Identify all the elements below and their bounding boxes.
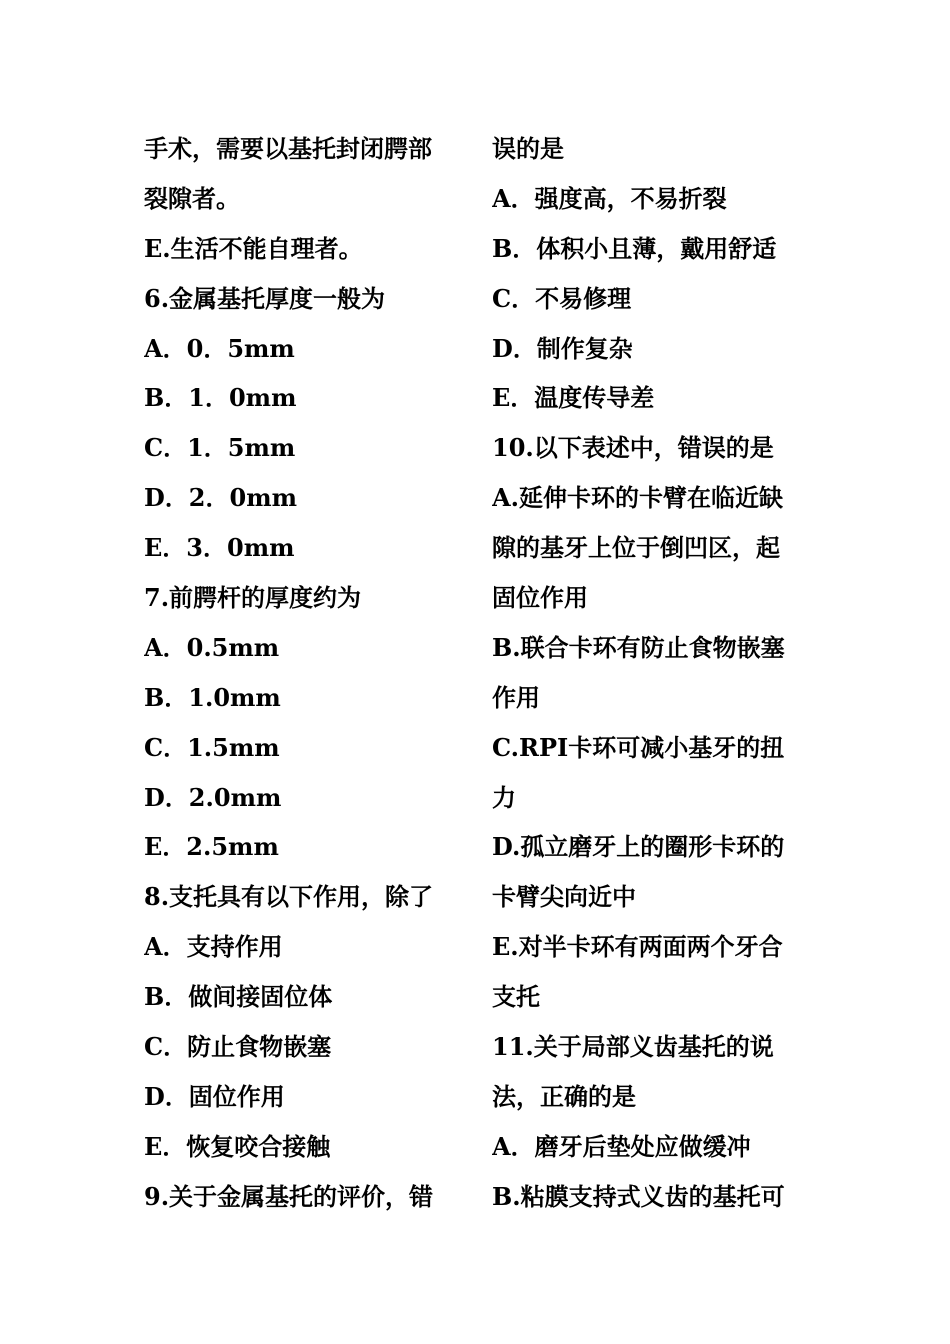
option-line: B.粘膜支持式义齿的基托可 <box>492 1181 785 1211</box>
option-line: C.RPI卡环可减小基牙的扭 <box>492 732 785 762</box>
option-line: D．2．0mm <box>144 483 297 513</box>
option-line: D.孤立磨牙上的圈形卡环的 <box>492 832 785 862</box>
text-line: 卡臂尖向近中 <box>492 882 636 912</box>
option-line: A．0.5mm <box>144 632 280 662</box>
option-line: D．制作复杂 <box>492 333 633 363</box>
question-8: 8.支托具有以下作用，除了 <box>144 882 434 912</box>
option-line: B．1．0mm <box>144 383 297 413</box>
option-line: B．体积小且薄，戴用舒适 <box>492 233 777 263</box>
option-line: A．支持作用 <box>144 932 283 962</box>
option-line: A.延伸卡环的卡臂在临近缺 <box>492 483 783 513</box>
question-6: 6.金属基托厚度一般为 <box>144 283 386 313</box>
text-line: 力 <box>492 782 516 812</box>
option-line: B．1.0mm <box>144 682 281 712</box>
text-line: 误的是 <box>492 134 564 163</box>
text-line: 作用 <box>492 682 540 712</box>
option-line: E．2.5mm <box>144 832 279 862</box>
question-10: 10.以下表述中，错误的是 <box>492 433 774 463</box>
right-column <box>492 124 822 1222</box>
option-line: B.联合卡环有防止食物嵌塞 <box>492 632 785 662</box>
text-line: 手术，需要以基托封闭腭部 <box>144 134 432 163</box>
option-line: C．不易修理 <box>492 283 632 313</box>
option-line: E．温度传导差 <box>492 383 655 413</box>
option-line: C．防止食物嵌塞 <box>144 1032 332 1062</box>
question-11: 11.关于局部义齿基托的说 <box>492 1032 774 1062</box>
option-line: C．1．5mm <box>144 433 296 463</box>
option-line: E．恢复咬合接触 <box>144 1131 331 1161</box>
option-line: C．1.5mm <box>144 732 280 762</box>
text-line: 固位作用 <box>492 583 588 613</box>
option-line: A．0．5mm <box>144 333 295 363</box>
option-line: A．磨牙后垫处应做缓冲 <box>492 1131 751 1161</box>
option-line: E.对半卡环有两面两个牙合 <box>492 932 783 962</box>
text-line: 隙的基牙上位于倒凹区，起 <box>492 533 780 563</box>
text-line: 支托 <box>492 982 540 1012</box>
option-line: A．强度高，不易折裂 <box>492 183 727 213</box>
option-line: B．做间接固位体 <box>144 982 333 1012</box>
option-line: E．3．0mm <box>144 533 295 563</box>
question-7: 7.前腭杆的厚度约为 <box>144 583 362 613</box>
text-line: 裂隙者。 <box>144 183 240 213</box>
question-9: 9.关于金属基托的评价，错 <box>144 1181 434 1211</box>
option-line: D．固位作用 <box>144 1081 285 1111</box>
text-line: 法，正确的是 <box>492 1081 636 1111</box>
left-column <box>144 124 474 1222</box>
text-line: E.生活不能自理者。 <box>144 233 363 263</box>
option-line: D．2.0mm <box>144 782 282 812</box>
